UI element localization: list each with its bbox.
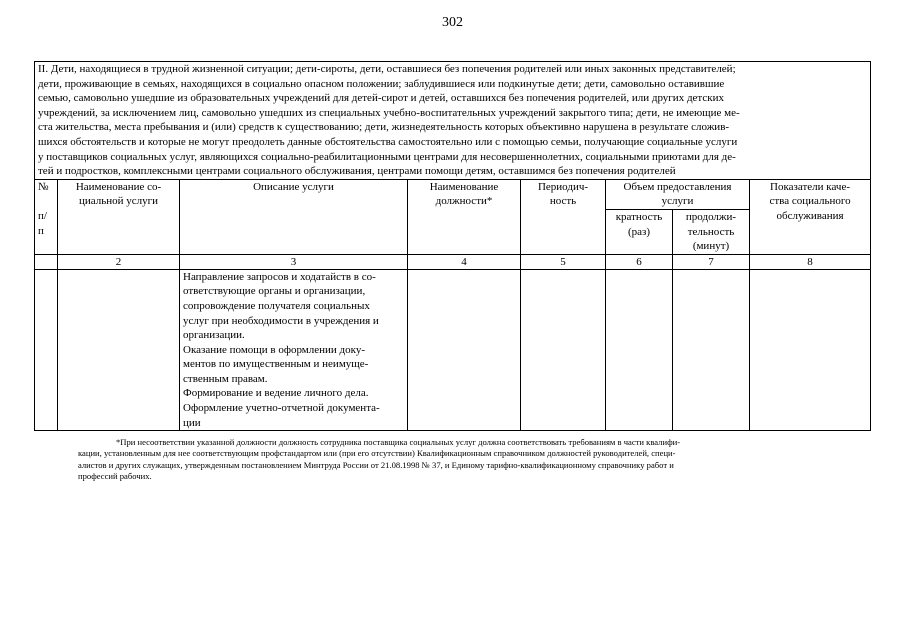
header-multiplicity: кратность (раз) xyxy=(606,209,673,254)
description-line: Формирование и ведение личного дела. xyxy=(183,387,369,400)
cell-service-name xyxy=(58,269,180,431)
column-number xyxy=(35,254,58,269)
intro-line: тей и подростков, комплексными центрами социального обслуживания, центрами помощи детям, оставшимся без попечения родителей xyxy=(38,165,676,178)
cell-periodicity xyxy=(521,269,606,431)
footnote-line: профессий рабочих. xyxy=(78,471,152,482)
header-service-name: Наименование со- циальной услуги xyxy=(58,179,180,254)
description-line: Оформление учетно-отчетной документа- xyxy=(183,402,380,415)
description-line: Оказание помощи в оформлении доку- xyxy=(183,343,365,356)
description-line: организации. xyxy=(183,329,245,342)
column-number: 4 xyxy=(408,254,521,269)
header-description: Описание услуги xyxy=(180,179,408,254)
cell-duration xyxy=(673,269,750,431)
column-number: 6 xyxy=(606,254,673,269)
page-number: 302 xyxy=(442,15,463,30)
intro-line: дети, проживающие в семьях, находящихся в социально опасном положении; заблудившиеся или подкинутые дети; дети, самовольно оставившие xyxy=(38,77,725,90)
intro-row xyxy=(35,62,871,180)
intro-line: ста жительства, места пребывания и (или) средств к существованию; дети, жизнедеятельность которых объективно нарушена в результате сложив- xyxy=(38,121,730,134)
column-number: 3 xyxy=(180,254,408,269)
description-line: Направление запросов и ходатайств в со- xyxy=(183,270,376,283)
description-line: ции xyxy=(183,416,201,429)
cell-multiplicity xyxy=(606,269,673,431)
column-number: 7 xyxy=(673,254,750,269)
footnote-line: алистов и других служащих, утвержденным постановлением Минтруда России от 21.08.1998 № 37, и Единому тарифно-квалификационному справочнику работ и xyxy=(78,459,674,470)
intro-line: II. Дети, находящиеся в трудной жизненной ситуации; дети-сироты, дети, оставшиеся без попечения родителей или иных законных представителей; xyxy=(38,63,736,75)
footnote xyxy=(78,437,848,483)
header-volume: Объем предоставления услуги xyxy=(606,179,750,209)
footnote-line: *При несоответствии указанной должности должность сотрудника поставщика социальных услуг должна соответствовать требованиям в части квалифи- xyxy=(116,437,681,447)
column-number: 5 xyxy=(521,254,606,269)
cell-number xyxy=(35,269,58,431)
header-row xyxy=(35,179,871,209)
cell-description xyxy=(180,269,408,431)
services-table xyxy=(34,61,871,431)
column-number: 8 xyxy=(750,254,871,269)
description-line: услуг при необходимости в учреждения и xyxy=(183,314,379,327)
cell-quality xyxy=(750,269,871,431)
description-line: ответствующие органы и организации, xyxy=(183,285,366,298)
column-number: 2 xyxy=(58,254,180,269)
footnote-line: кации, установленным для нее соответствующим профстандартом или (при его отсутствии) Квалификационным справочником должностей руководителей, специ- xyxy=(78,448,676,459)
intro-line: семью, самовольно ушедшие из образовательных учреждений для детей-сирот и детей, оставшихся без попечения родителей, или других детских xyxy=(38,92,724,105)
column-number-row xyxy=(35,254,871,269)
intro-line: учреждений, за исключением лиц, самовольно ушедших из специальных учебно-воспитательных учреждений закрытого типа; дети, не имеющие ме- xyxy=(38,106,740,119)
header-number: № п/ п xyxy=(35,179,58,254)
intro-line: шихся обстоятельств и которые не могут преодолеть данные обстоятельства самостоятельно или с помощью семьи, получающие социальные услуги xyxy=(38,135,738,148)
header-position: Наименование должности* xyxy=(408,179,521,254)
header-quality: Показатели каче- ства социального обслуживания xyxy=(750,179,871,254)
header-periodicity: Периодич- ность xyxy=(521,179,606,254)
table-row xyxy=(35,269,871,431)
category-description xyxy=(35,62,871,180)
header-duration: продолжи- тельность (минут) xyxy=(673,209,750,254)
description-line: ментов по имущественным и неимуще- xyxy=(183,358,369,371)
intro-line: у поставщиков социальных услуг, являющихся социально-реабилитационными центрами для несовершеннолетних, социальными приютами для де- xyxy=(38,150,736,163)
description-line: сопровождение получателя социальных xyxy=(183,299,370,312)
description-line: ственным правам. xyxy=(183,372,268,385)
cell-position xyxy=(408,269,521,431)
